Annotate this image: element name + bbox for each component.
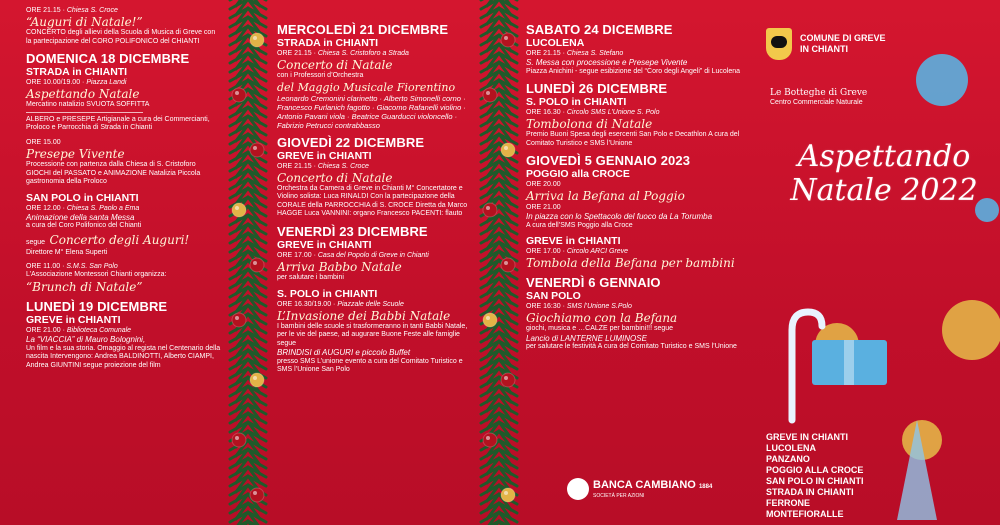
- ornament-ball-icon: [232, 203, 246, 217]
- location: STRADA in CHIANTI: [277, 37, 379, 49]
- poster-title: Aspettando Natale 2022: [790, 139, 978, 208]
- ornament-ball-icon: [501, 258, 515, 272]
- location: GREVE in CHIANTI: [526, 235, 621, 248]
- ornament-highlight: [486, 206, 490, 210]
- event-place: SMS l’Unione S.Polo: [566, 303, 632, 311]
- event-time: ORE 15.00: [26, 138, 61, 146]
- event-text: Un film e la sua storia. Omaggio al regista nel Centenario della nascita Intervengono: Andrea BALDINOTTI, Alberto CIAMPI, Andrea GIUNTINI segue proiezione del film: [26, 344, 221, 369]
- pine-needles: [230, 521, 266, 525]
- ornament-ball-icon: [501, 33, 515, 47]
- ornament-ball-icon: [501, 373, 515, 387]
- ornament-ball-icon: [483, 203, 497, 217]
- event-subtitle: La “VIACCIA” di Mauro Bolognini,: [26, 335, 146, 345]
- event-time: ORE 21.15: [526, 50, 561, 57]
- ornament-highlight: [253, 36, 257, 40]
- ornament-highlight: [253, 491, 257, 495]
- location: S. POLO in CHIANTI: [526, 96, 627, 109]
- event-day-19: LUNEDÌ 19 DICEMBRE GREVE in CHIANTI ORE 21.00 · Biblioteca Comunale La “VIACCIA” di Mauro Bolognini, Un film e la sua storia. Omaggio al regista nel Centenario della nascita Intervengono: Andrea BALDINOTTI, Alberto CIAMPI, Andrea GIUNTINI segue proiezione del film: [26, 299, 221, 369]
- event-place: Chiesa S. Croce: [317, 162, 369, 170]
- event-time: ORE 21.15: [277, 162, 312, 170]
- town: SAN POLO IN CHIANTI: [766, 476, 864, 486]
- event-text: giochi, musica e …CALZE per bambini!!! segue: [526, 325, 674, 333]
- event-place: Circolo ARCI Greve: [566, 248, 629, 256]
- ornament-ball-icon: [501, 488, 515, 502]
- ornament-highlight: [504, 146, 508, 150]
- coat-of-arms-icon: [766, 28, 792, 60]
- event-place: Chiesa S. Stefano: [566, 50, 624, 57]
- ornament-highlight: [235, 206, 239, 210]
- event-text: presso SMS L’unione evento a cura del Comitato Turistico e SMS l’Unione San Polo: [277, 357, 463, 374]
- bank-subtitle: SOCIETÀ PER AZIONI: [593, 493, 645, 499]
- event-subtitle: S. Messa con processione e Presepe Vivente: [526, 58, 688, 67]
- event-time: ORE 16.30/19.00: [277, 300, 332, 308]
- column-1: [0, 0, 225, 525]
- botteghe-logo: [770, 88, 867, 107]
- day-heading: GIOVEDÌ 5 GENNAIO 2023: [526, 153, 691, 169]
- event-text: L’Associazione Montessori Chianti organizza:: [26, 271, 167, 279]
- divider: [26, 112, 143, 113]
- event-text: Piazza Anichini - segue esibizione del “Coro degli Angeli” di Lucolena: [526, 67, 741, 75]
- event-subtitle: Animazione della santa Messa: [26, 212, 135, 222]
- day-heading: GIOVEDÌ 22 DICEMBRE: [277, 134, 425, 150]
- event-time: ORE 21.15: [277, 50, 312, 57]
- ornament-ball-icon: [250, 33, 264, 47]
- event-subtitle: In piazza con lo Spettacolo del fuoco da La Torumba: [526, 212, 713, 222]
- ornament-ball-icon: [501, 143, 515, 157]
- musicians: Leonardo Cremonini clarinetto · Alberto Simonelli corno · Francesco Furlanich fagotto · Giacomo Rafanelli violino · Antonio Pavani viola · Beatrice Guarducci violoncello · Fabrizio Petrucci contrabbasso: [277, 93, 466, 130]
- location: GREVE in CHIANTI: [26, 314, 121, 327]
- day-heading: LUNEDÌ 19 DICEMBRE: [26, 299, 168, 315]
- event-time: ORE 21.00: [26, 327, 61, 335]
- event-day-5-jan: [526, 153, 742, 230]
- day-heading: MERCOLEDÌ 21 DICEMBRE: [277, 22, 449, 37]
- location: S. POLO in CHIANTI: [277, 287, 378, 300]
- event-subtitle: BRINDISI di AUGURI e piccolo Buffet: [277, 348, 411, 358]
- ornament-ball-icon: [483, 433, 497, 447]
- bank-name: BANCA CAMBIANO: [593, 479, 696, 491]
- event-text: per salutare le festività A cura del Comitato Turistico e SMS l’Unione: [526, 343, 737, 351]
- event-time: ORE 17.00: [526, 248, 561, 256]
- town: POGGIO ALLA CROCE: [766, 465, 864, 475]
- ornament-ball-icon: [483, 313, 497, 327]
- event-text: ALBERO e PRESEPE Artigianale a cura dei Commercianti, Proloco e Parrocchia di Strada in Chianti: [26, 115, 210, 132]
- event-time: ORE 12.00: [26, 204, 61, 212]
- column-3: [522, 0, 744, 525]
- event-title: Giochiamo con la Befana: [526, 311, 678, 326]
- event-place: Circolo SMS L’Unione S. Polo: [566, 109, 660, 117]
- event-day-18: DOMENICA 18 DICEMBRE STRADA in CHIANTI ORE 10.00/19.00 · Piazza Landi Aspettando Natale Mercatino natalizio SVUOTA SOFFITTA ALBERO e PRESEPE Artigianale a cura dei Commercianti, Proloco e Parrocchia di Strada in Chianti: [26, 51, 221, 133]
- location: POGGIO alla CROCE: [526, 168, 630, 181]
- event-tombola-befana: GREVE in CHIANTI ORE 17.00 · Circolo ARCI Greve Tombola della Befana per bambini: [526, 235, 742, 270]
- ornament-ball-icon: [250, 143, 264, 157]
- ornament-highlight: [235, 316, 239, 320]
- ornament-highlight: [504, 376, 508, 380]
- ornament-ball-icon: [232, 433, 246, 447]
- pine-needles: [481, 521, 517, 525]
- day-heading: VENERDÌ 6 GENNAIO: [526, 275, 661, 291]
- location: GREVE in CHIANTI: [277, 238, 372, 251]
- event-time: ORE 16.30: [526, 109, 561, 117]
- event-day-21: MERCOLEDÌ 21 DICEMBRE STRADA in CHIANTI ORE 21.15 · Chiesa S. Cristoforo a Strada Concerto di Natale con i Professori d’Orchestra del Maggio Musicale Fiorentino Leonardo Cremonini clarinetto · Alberto Simonelli corno · Francesco Furlanich fagotto · Giacomo Rafanelli violino · Antonio Pavani viola · Beatrice Guarducci violoncello · Fabrizio Petrucci contrabbasso: [277, 22, 472, 130]
- ornament-highlight: [486, 91, 490, 95]
- ornament-highlight: [235, 436, 239, 440]
- event-day-26: LUNEDÌ 26 DICEMBRE S. POLO in CHIANTI ORE 16.30 · Circolo SMS L’Unione S. Polo Tombolona di Natale Premio Buoni Spesa degli esercenti San Polo e Decathlon A cura del Comitato Turistico e SMS l’Unione: [526, 81, 742, 148]
- event-text: CONCERTO degli allievi della Scuola di Musica di Greve con la partecipazione del CORO POLIFONICO del CHIANTI: [26, 29, 216, 45]
- town: STRADA IN CHIANTI: [766, 487, 854, 497]
- ornament-highlight: [253, 146, 257, 150]
- event-time: ORE 17.00: [277, 251, 312, 259]
- event-text: Orchestra da Camera di Greve in Chianti M° Concertatore e Violino solista: Luca RINALDI Con la partecipazione della CORALE della PARROCCHIA di S. CROCE Diretta da Marco HAGGE Luca VANNINI: organo Francesco PACENTI: flauto: [277, 184, 468, 218]
- town: FERRONE: [766, 498, 811, 508]
- event-day-22: GIOVEDÌ 22 DICEMBRE GREVE in CHIANTI ORE 21.15 · Chiesa S. Croce Concerto di Natale Orchestra da Camera di Greve in Chianti M° Concertatore e Violino solista: Luca RINALDI Con la partecipazione della CORALE della PARROCCHIA di S. CROCE Diretta da Marco HAGGE Luca VANNINI: organo Francesco PACENTI: flauto: [277, 135, 472, 219]
- ornament-ball-icon: [250, 373, 264, 387]
- location: STRADA in CHIANTI: [26, 66, 128, 79]
- event-title: Arriva Babbo Natale: [277, 259, 402, 274]
- ornament-highlight: [504, 36, 508, 40]
- ornament-highlight: [235, 91, 239, 95]
- ornament-highlight: [486, 316, 490, 320]
- event-title: Concerto degli Auguri!: [49, 232, 190, 247]
- event-text: Premio Buoni Spesa degli esercenti San Polo e Decathlon A cura del Comitato Turistico e SMS l’Unione: [526, 131, 740, 147]
- event-place: S.M.S. San Polo: [66, 263, 118, 271]
- day-heading: LUNEDÌ 26 DICEMBRE: [526, 81, 668, 97]
- event-day-23: VENERDÌ 23 DICEMBRE GREVE in CHIANTI ORE 17.00 · Casa del Popolo di Greve in Chianti Arriva Babbo Natale per salutare i bambini: [277, 224, 472, 283]
- event-title: Tombolona di Natale: [526, 117, 653, 132]
- event-time: ORE 21.00: [526, 204, 561, 212]
- ornament-ball-icon: [232, 313, 246, 327]
- ornament-highlight: [486, 436, 490, 440]
- segue-label: segue: [26, 238, 46, 246]
- event-title: Tombola della Befana per bambini: [526, 256, 735, 271]
- event-place: Piazza Landi: [86, 79, 127, 87]
- cover-panel: [752, 0, 1000, 525]
- comune-name: COMUNE DI GREVE IN CHIANTI: [800, 33, 886, 54]
- event-time: ORE 11.00: [26, 263, 61, 271]
- event-time: ORE 21.15: [26, 7, 61, 14]
- bank-year: 1884: [698, 484, 713, 490]
- town: LUCOLENA: [766, 443, 816, 453]
- event-text: Mercatino natalizio SVUOTA SOFFITTA: [26, 101, 150, 109]
- comune-logo: [766, 28, 890, 60]
- event-brunch: ORE 11.00 · S.M.S. San Polo L’Associazione Montessori Chianti organizza: “Brunch di Natale”: [26, 262, 221, 294]
- ornament-highlight: [504, 261, 508, 265]
- ornament-ball-icon: [250, 258, 264, 272]
- town: PANZANO: [766, 454, 810, 464]
- event-place: Biblioteca Comunale: [66, 327, 132, 335]
- event-title: Presepe Vivente: [26, 146, 125, 161]
- event-day-24: SABATO 24 DICEMBRE LUCOLENA ORE 21.15 · Chiesa S. Stefano S. Messa con processione e Presepe Vivente Piazza Anichini - segue esibizione del “Coro degli Angeli” di Lucolena: [526, 22, 741, 75]
- bank-sponsor: [567, 478, 712, 500]
- ornament-ball-icon: [483, 88, 497, 102]
- garland-decoration: [476, 0, 522, 525]
- ornament-ball-icon: [250, 488, 264, 502]
- column-2: [271, 0, 474, 525]
- ornament-highlight: [253, 261, 257, 265]
- event-text: Processione con partenza dalla Chiesa di S. Cristoforo GIOCHI del PASSATO e ANIMAZIONE Natalizia Piccola gastronomia della Proloco: [26, 160, 201, 186]
- event-place: Chiesa S. Paolo a Ema: [66, 204, 140, 212]
- event-time: ORE 10.00/19.00: [26, 79, 81, 87]
- garland-decoration: [225, 0, 271, 525]
- botteghe-subtitle: Centro Commerciale Naturale: [770, 99, 863, 106]
- event-babbi-natale: S. POLO in CHIANTI ORE 16.30/19.00 · Piazzale delle Scuole L’Invasione dei Babbi Natale I bambini delle scuole si trasformeranno in tanti Babbi Natale, per le vie del paese, ad augurare Buone Feste alle famiglie segue BRINDISI di AUGURI e piccolo Buffet presso SMS L’unione evento a cura del Comitato Turistico e SMS l’Unione San Polo: [277, 288, 472, 375]
- event-title: Concerto di Natale: [277, 58, 393, 72]
- ornament-highlight: [504, 491, 508, 495]
- director: Direttore M° Elena Superti: [26, 248, 108, 256]
- ornament-ball-icon: [916, 54, 968, 106]
- event-text: a cura del Coro Polifonico del Chianti: [26, 222, 142, 230]
- event-auguri: ORE 21.15 · Chiesa S. Croce “Auguri di Natale!” CONCERTO degli allievi della Scuola di Musica di Greve con la partecipazione del CORO POLIFONICO del CHIANTI: [26, 6, 221, 46]
- location: LUCOLENA: [526, 37, 585, 49]
- ornament-highlight: [253, 376, 257, 380]
- towns-list: [766, 432, 864, 520]
- town: MONTEFIORALLE: [766, 509, 844, 519]
- event-text: A cura dell’SMS Poggio alla Croce: [526, 221, 633, 229]
- event-place: Chiesa S. Croce: [66, 7, 118, 14]
- day-heading: VENERDÌ 23 DICEMBRE: [277, 223, 428, 239]
- event-san-polo: SAN POLO in CHIANTI ORE 12.00 · Chiesa S. Paolo a Ema Animazione della santa Messa a cura del Coro Polifonico del Chianti segue Concerto degli Auguri! Direttore M° Elena Superti: [26, 192, 221, 258]
- event-title: Concerto di Natale: [277, 170, 393, 185]
- event-time: ORE 20.00: [526, 181, 561, 189]
- event-place: Piazzale delle Scuole: [337, 300, 404, 308]
- gift-ribbon: [844, 340, 854, 385]
- ornament-ball-icon: [232, 88, 246, 102]
- event-day-6-jan: VENERDÌ 6 GENNAIO SAN POLO ORE 16:30 · SMS l’Unione S.Polo Giochiamo con la Befana giochi, musica e …CALZE per bambini!!! segue Lancio di LANTERNE LUMINOSE per salutare le festività A cura del Comitato Turistico e SMS l’Unione: [526, 275, 742, 352]
- event-title: L’Invasione dei Babbi Natale: [277, 308, 451, 323]
- event-place: Casa del Popolo di Greve in Chianti: [317, 251, 429, 259]
- event-text: per salutare i bambini: [277, 273, 344, 281]
- town: GREVE IN CHIANTI: [766, 432, 849, 442]
- event-time: ORE 16:30: [526, 303, 561, 311]
- event-text: con i Professori d’Orchestra: [277, 72, 364, 79]
- day-heading: DOMENICA 18 DICEMBRE: [26, 51, 190, 67]
- event-place: Chiesa S. Cristoforo a Strada: [317, 50, 409, 57]
- orchestra-name: del Maggio Musicale Fiorentino: [277, 80, 456, 94]
- bank-logo-icon: [567, 478, 589, 500]
- event-subtitle: Lancio di LANTERNE LUMINOSE: [526, 333, 647, 343]
- event-title: “Auguri di Natale!”: [26, 15, 143, 29]
- ornament-ball-icon: [942, 300, 1000, 360]
- event-title: Aspettando Natale: [26, 87, 140, 102]
- location: SAN POLO: [526, 290, 581, 303]
- event-title: “Brunch di Natale”: [26, 280, 143, 295]
- day-heading: SABATO 24 DICEMBRE: [526, 22, 673, 37]
- location: GREVE in CHIANTI: [277, 149, 372, 162]
- event-title: Arriva la Befana al Poggio: [526, 189, 685, 204]
- botteghe-name: Le Botteghe di Greve: [770, 88, 868, 98]
- location: SAN POLO in CHIANTI: [26, 191, 139, 204]
- event-presepe: [26, 138, 221, 187]
- event-text: I bambini delle scuole si trasformeranno in tanti Babbi Natale, per le vie del paese, ad augurare Buone Feste alle famiglie segue: [277, 322, 468, 347]
